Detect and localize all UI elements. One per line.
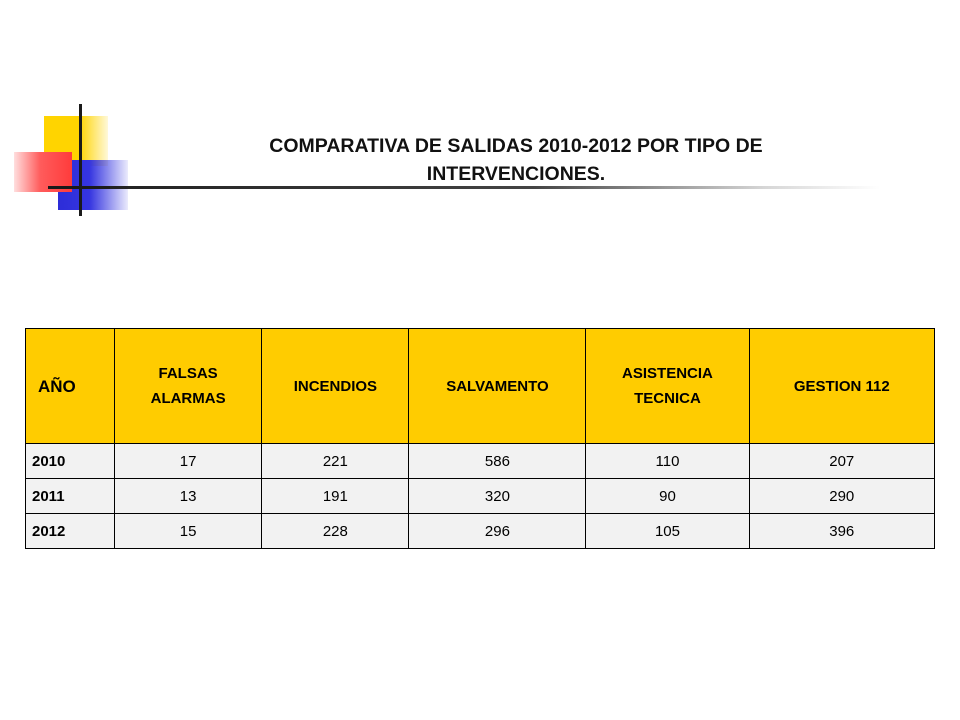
cell-asistencia-tecnica: 105	[586, 514, 749, 549]
cell-falsas-alarmas: 15	[114, 514, 261, 549]
cell-falsas-alarmas: 17	[114, 444, 261, 479]
cell-salvamento: 296	[409, 514, 586, 549]
table-header-row	[26, 329, 935, 444]
cell-salvamento: 586	[409, 444, 586, 479]
slide-title	[180, 132, 852, 188]
header-salvamento: SALVAMENTO	[409, 329, 586, 444]
table-row	[26, 514, 935, 549]
cell-gestion-112: 396	[749, 514, 934, 549]
cell-gestion-112: 290	[749, 479, 934, 514]
header-gestion-112: GESTION 112	[749, 329, 934, 444]
logo-vertical-line	[79, 104, 82, 216]
cell-asistencia-tecnica: 90	[586, 479, 749, 514]
cell-year: 2012	[26, 514, 115, 549]
cell-incendios: 221	[262, 444, 409, 479]
interventions-table	[25, 328, 935, 549]
table-row	[26, 444, 935, 479]
header-year: AÑO	[26, 329, 115, 444]
slide-title-line-2: INTERVENCIONES.	[426, 163, 606, 185]
cell-asistencia-tecnica: 110	[586, 444, 749, 479]
cell-incendios: 191	[262, 479, 409, 514]
cell-falsas-alarmas: 13	[114, 479, 261, 514]
header-incendios: INCENDIOS	[262, 329, 409, 444]
slide-title-line-1: COMPARATIVA DE SALIDAS 2010-2012 POR TIPO DE	[269, 135, 763, 157]
header-falsas-alarmas: FALSAS ALARMAS	[114, 329, 261, 444]
cell-incendios: 228	[262, 514, 409, 549]
header-asistencia-tecnica: ASISTENCIA TECNICA	[586, 329, 749, 444]
decorative-logo	[0, 0, 140, 230]
cell-year: 2010	[26, 444, 115, 479]
cell-gestion-112: 207	[749, 444, 934, 479]
cell-salvamento: 320	[409, 479, 586, 514]
table-row	[26, 479, 935, 514]
cell-year: 2011	[26, 479, 115, 514]
